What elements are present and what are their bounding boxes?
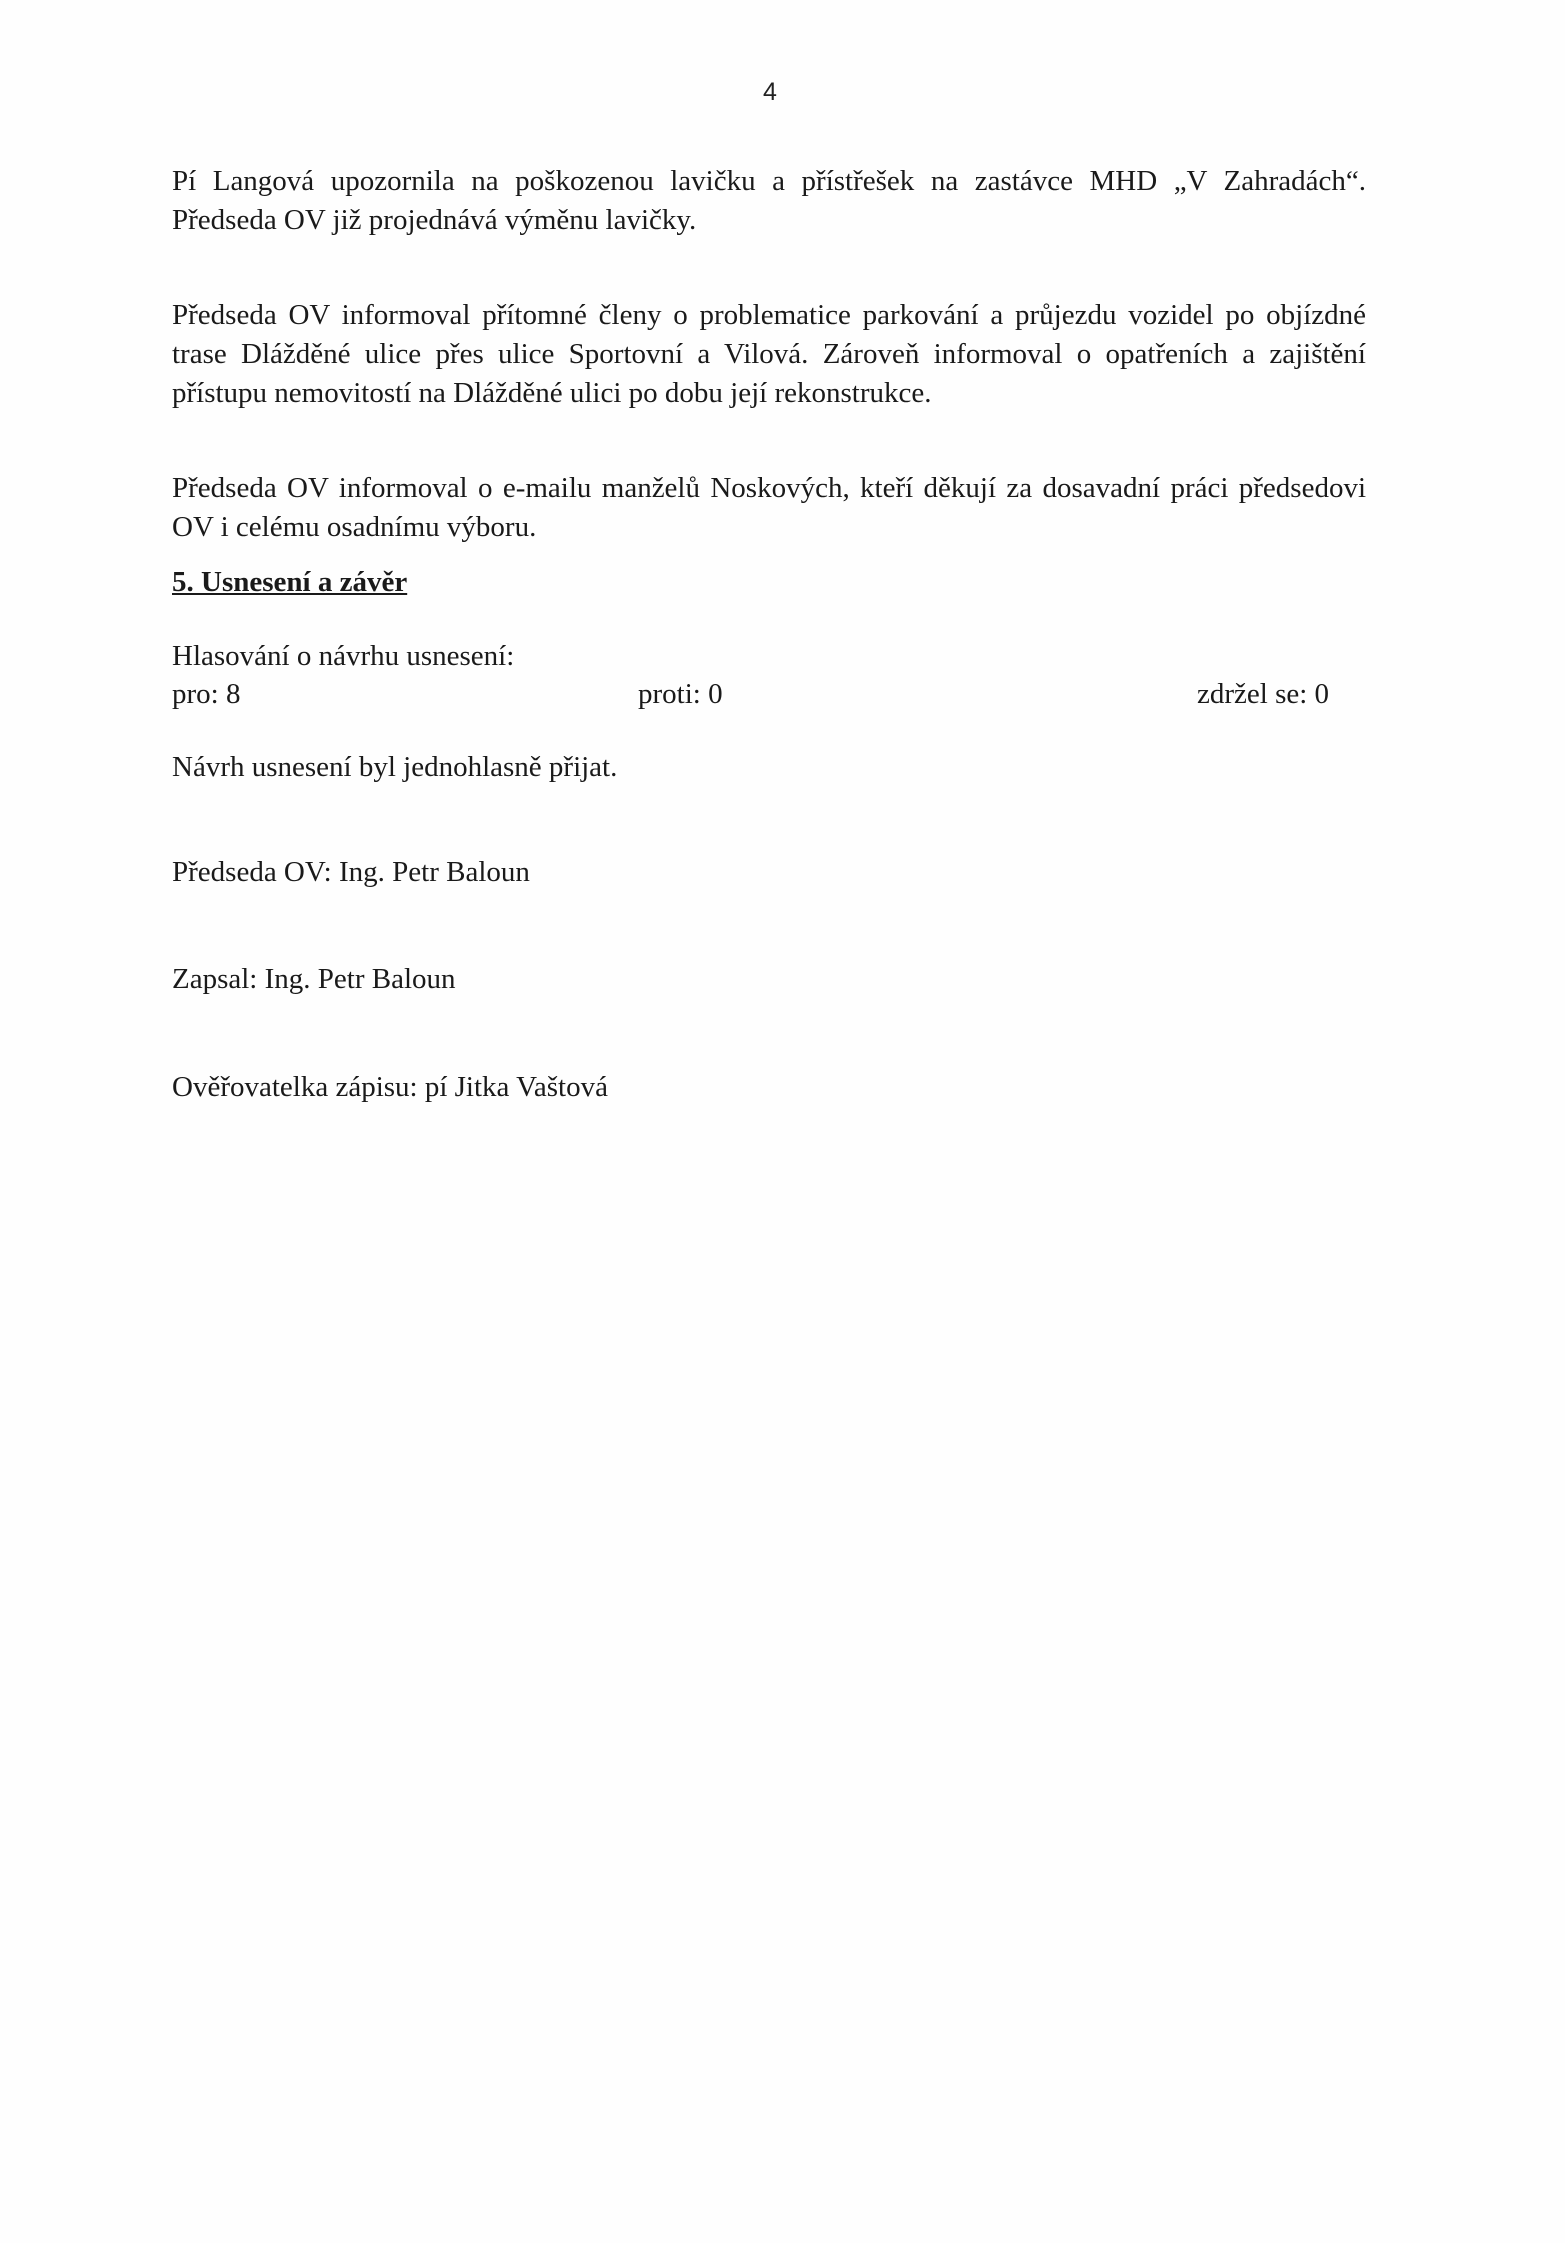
page-number: 4: [763, 78, 777, 106]
paragraph-thanks-email: Předseda OV informoval o e-mailu manželů Noskových, kteří děkují za dosavadní práci předsedovi OV i celému osadnímu výboru.: [172, 472, 1366, 543]
vote-results: [172, 678, 1342, 718]
vote-against: proti: 0: [638, 678, 723, 710]
body-text: [172, 162, 1366, 547]
signature-verifier: Ověřovatelka zápisu: pí Jitka Vaštová: [172, 1071, 608, 1103]
vote-abstain: zdržel se: 0: [1197, 678, 1330, 710]
vote-title: Hlasování o návrhu usnesení:: [172, 640, 515, 672]
section-heading: 5. Usnesení a závěr: [172, 566, 408, 598]
paragraph-parking-detour: Předseda OV informoval přítomné členy o problematice parkování a průjezdu vozidel po objízdné trase Dlážděné ulice přes ulice Sportovní a Vilová. Zároveň informoval o opatřeních a zajištění přístupu nemovitostí na Dlážděné ulici po dobu její rekonstrukce.: [172, 299, 1366, 409]
vote-for: pro: 8: [172, 678, 241, 710]
signature-writer: Zapsal: Ing. Petr Baloun: [172, 963, 456, 995]
vote-result-statement: Návrh usnesení byl jednohlasně přijat.: [172, 751, 618, 783]
paragraph-bench-damage: Pí Langová upozornila na poškozenou lavičku a přístřešek na zastávce MHD „V Zahradách“. Předseda OV již projednává výměnu lavičky.: [172, 165, 1366, 236]
signature-chair: Předseda OV: Ing. Petr Baloun: [172, 856, 530, 888]
